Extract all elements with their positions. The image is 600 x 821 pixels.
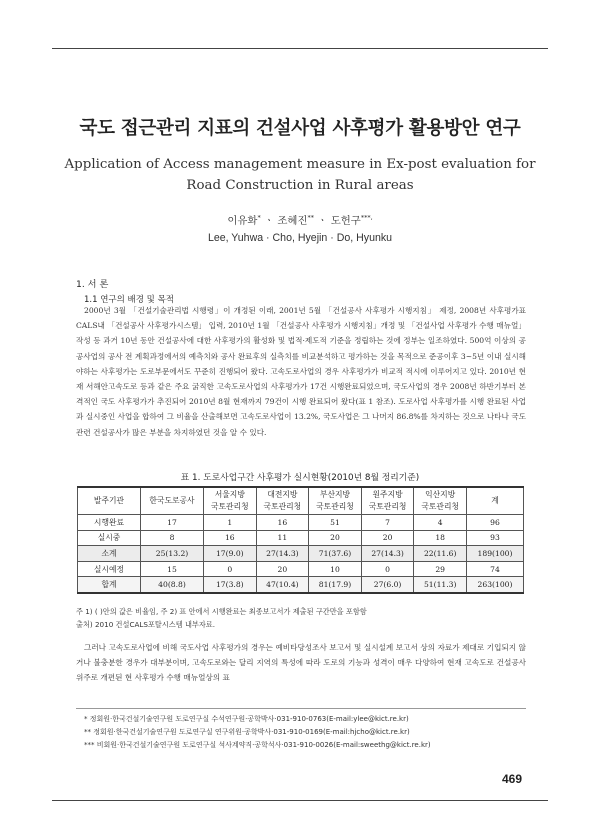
authors-english: Lee, Yuhwa · Cho, Hyejin · Do, Hyunku [207,232,393,244]
table-cell: 29 [414,561,467,577]
table-cell: 74 [467,561,524,577]
table-header-cell: 발주기관 [78,487,141,515]
table-cell: 8 [141,530,204,546]
author-2: 조혜진 [277,215,308,227]
footnote-2: ** 정회원·한국건설기술연구원 도로연구실 연구위원·공학박사·031-910-0169(E-mail:hjcho@kict.re.kr) [84,728,410,736]
table-cell: 17 [141,515,204,531]
body-paragraph-1: 2000년 3월 「건설기술관리법 시행령」이 개정된 이래, 2001년 5월 「건설공사 사후평가 시행지침」 제정, 2008년 사후평가표 CALS내 「건설공사 사후평가시스템」 입력, 2010년 1월 「건설공사 사후평가 시행지침」개정 및 「건설사업 사후평가 수행 매뉴얼」작성 등 과거 10년 동안 건설공사에 대한 사후평가의 활성화 및 법적·제도적 기준을 정립하는 것에 정부는 일조하였다. 500억 이상의 공공사업의 공사 전 계획과정에서의 예측치와 공사 완료후의 실측치를 비교분석하고 평가하는 것을 목적으로 준공이후 3~5년 이내 실시해야하는 사후평가는 도로부문에서도 꾸준히 진행되어 왔다. 고속도로사업의 경우 사후평가가 비교적 적시에 이루어지고 있다. 2010년 현재 서해안고속도로 등과 같은 주요 굵직한 고속도로사업의 사후평가가 17건 시행완료되었으며, 국도사업의 경우 2008년 하반기부터 본격적인 국도 사후평가가 추진되어 2010년 8월 현재까지 79건이 시행 완료되어 왔다(표 1 참조). 도로사업 사후평가를 시행 완료된 사업과 실시중인 사업을 합하여 그 비율을 산출해보면 고속도로사업이 13.2%, 국도사업은 그 나머지 86.8%를 차지하는 것으로 나타나 국도관련 건설공사가 많은 부분을 차지하였던 것을 알 수 있다. [76,306,526,437]
table-header-cell: 대전지방 국토관리청 [256,487,309,515]
table-cell: 27(6.0) [361,577,414,593]
author-separator: ㆍ [264,215,275,227]
table-cell: 16 [204,530,257,546]
table-cell: 93 [467,530,524,546]
table-row-label: 실시중 [78,530,141,546]
table-cell: 96 [467,515,524,531]
table-cell: 81(17.9) [309,577,362,593]
footnote-divider [76,708,526,709]
table-cell: 47(10.4) [256,577,309,593]
table-cell: 15 [141,561,204,577]
table-caption: 표 1. 도로사업구간 사후평가 실시현황(2010년 8월 정리기준) [180,473,420,483]
table-note: 주 1) ( )안의 값은 비율임, 주 2) 표 안에서 시행완료는 최종보고서가 제출된 구간만을 포함함 [76,607,367,616]
table-cell: 51 [309,515,362,531]
author-3: 도헌구 [330,215,361,227]
table-row-label: 소계 [78,546,141,562]
table-cell: 20 [309,530,362,546]
table-cell: 11 [256,530,309,546]
table-cell: 27(14.3) [361,546,414,562]
table-row-label: 실시예정 [78,561,141,577]
table-subtotal-row [78,546,524,562]
author-1-mark: * [257,213,261,222]
table-cell: 17(3.8) [204,577,257,593]
table-cell: 4 [414,515,467,531]
footnote-3: *** 비회원·한국건설기술연구원 도로연구실 석사계약직·공학석사·031-910-0026(E-mail:sweethg@kict.re.kr) [84,741,431,749]
table-cell: 18 [414,530,467,546]
table-cell: 20 [256,561,309,577]
author-separator: ㆍ [317,215,328,227]
table-cell: 263(100) [467,577,524,593]
author-1: 이유화 [227,215,258,227]
table-total-row [78,577,524,593]
top-rule [52,48,548,49]
table-cell: 1 [204,515,257,531]
paper-title-korean: 국도 접근관리 지표의 건설사업 사후평가 활용방안 연구 [79,118,521,139]
table-header-cell: 계 [467,487,524,515]
table-cell: 20 [361,530,414,546]
author-2-mark: ** [307,213,315,222]
table-cell: 189(100) [467,546,524,562]
table-header-row [78,487,524,515]
table-cell: 10 [309,561,362,577]
table-header-cell: 원주지방 국토관리청 [361,487,414,515]
footnote-1: * 정회원·한국건설기술연구원 도로연구실 수석연구원·공학박사·031-910-0763(E-mail:ylee@kict.re.kr) [84,715,409,723]
table-header-cell: 한국도로공사 [141,487,204,515]
section-heading: 1. 서 론 [76,279,109,290]
table-header-cell: 익산지방 국토관리청 [414,487,467,515]
table-row [78,530,524,546]
table-cell: 51(11.3) [414,577,467,593]
paper-title-english: Application of Access management measure in Ex-post evaluation for Road Construction in Rural areas [64,157,536,193]
table-header-cell: 서울지방 국토관리청 [204,487,257,515]
table-cell: 71(37.6) [309,546,362,562]
page-number: 469 [502,772,523,786]
table-cell: 16 [256,515,309,531]
status-table [77,486,524,594]
table-cell: 22(11.6) [414,546,467,562]
table-cell: 0 [204,561,257,577]
table-row-label: 시행완료 [78,515,141,531]
authors-korean [0,212,600,227]
body-paragraph-2: 그러나 고속도로사업에 비해 국도사업 사후평가의 경우는 예비타당성조사 보고서 및 실시설계 보고서 상의 자료가 제대로 기입되지 않거나 불충분한 경우가 대부분이며, 고속도로와는 달리 지역의 특성에 따라 도로의 기능과 성격이 매우 다양하여 현재 고속도로 건설공사 위주로 개편된 현 사후평가 수행 매뉴얼상의 표 [76,643,526,683]
author-3-mark: ***, [360,213,373,222]
bottom-rule [52,800,548,801]
table-row-label: 합계 [78,577,141,593]
table-row [78,561,524,577]
subsection-heading: 1.1 연구의 배경 및 목적 [84,295,175,305]
table-cell: 7 [361,515,414,531]
table-row [78,515,524,531]
table-cell: 40(8.8) [141,577,204,593]
table-source: 출처) 2010 건설CALS포탈시스템 내부자료. [76,620,215,629]
table-cell: 0 [361,561,414,577]
table-cell: 27(14.3) [256,546,309,562]
table-cell: 17(9.0) [204,546,257,562]
table-cell: 25(13.2) [141,546,204,562]
table-header-cell: 부산지방 국토관리청 [309,487,362,515]
